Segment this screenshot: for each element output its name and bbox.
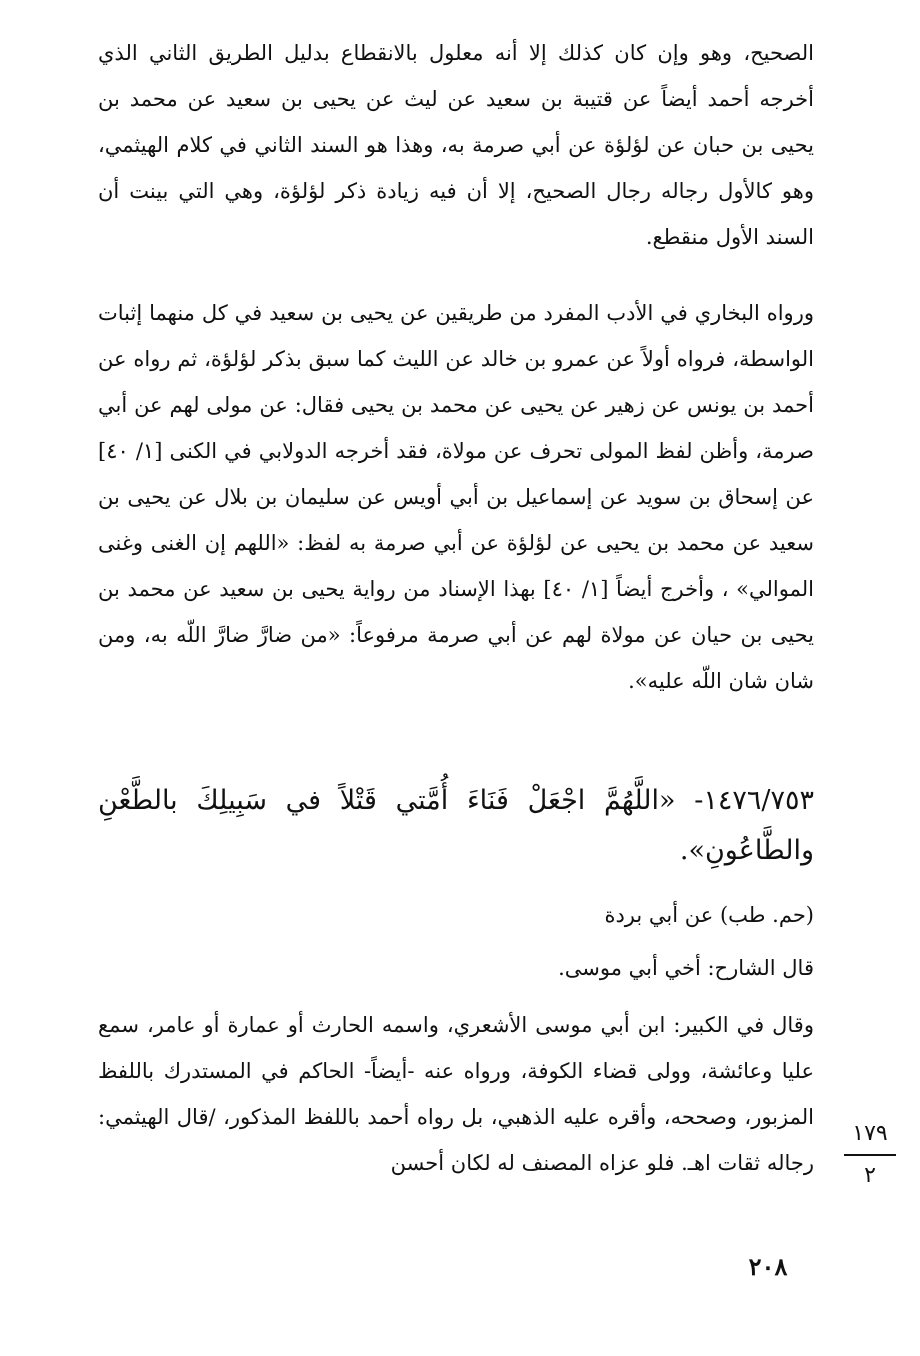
hadith-source: (حم. طب) عن أبي بردة [604,903,814,927]
margin-reference-divider [844,1154,896,1156]
hadith-text: ١٤٧٦/٧٥٣- «اللَّهُمَّ اجْعَلْ فَنَاءَ أُمَّتي قَتْلاً في سَبِيلِكَ بالطَّعْنِ والطَّاعُونِ». [98,785,814,866]
margin-reference-top: ١٧٩ [852,1121,888,1146]
commentary-paragraph-3: وقال في الكبير: ابن أبي موسى الأشعري، واسمه الحارث أو عمارة أو عامر، سمع عليا وعائشة، وولى قضاء الكوفة، ورواه عنه -أيضاً- الحاكم في المستدرك باللفظ المزبور، وصححه، وأقره عليه الذهبي، بل رواه أحمد باللفظ المذكور، /قال الهيثمي: رجاله ثقات اهـ. فلو عزاه المصنف له لكان أحسن [98,1013,814,1175]
sharih-statement: قال الشارح: أخي أبي موسى. [558,956,814,980]
margin-reference-bottom: ٢ [864,1163,876,1188]
page-number: ٢٠٨ [748,1252,788,1281]
commentary-paragraph-1: الصحيح، وهو وإن كان كذلك إلا أنه معلول بالانقطاع بدليل الطريق الثاني الذي أخرجه أحمد أيضاً عن قتيبة بن سعيد عن ليث عن يحيى بن سعيد عن محمد بن يحيى بن حبان عن لؤلؤة عن أبي صرمة به، وهذا هو السند الثاني في كلام الهيثمي، وهو كالأول رجاله رجال الصحيح، إلا أن فيه زيادة ذكر لؤلؤة، وهي التي بينت أن السند الأول منقطع. [98,41,814,249]
commentary-paragraph-2: ورواه البخاري في الأدب المفرد من طريقين عن يحيى بن سعيد في كل منهما إثبات الواسطة، فرواه أولاً عن عمرو بن خالد عن الليث كما سبق بذكر لؤلؤة، ثم رواه عن أحمد بن يونس عن زهير عن يحيى عن محمد بن يحيى فقال: عن مولى لهم عن أبي صرمة، وأظن لفظ المولى تحرف عن مولاة، فقد أخرجه الدولابي في الكنى [١/ ٤٠] عن إسحاق بن سويد عن إسماعيل بن أبي أويس عن سليمان بن بلال عن يحيى بن سعيد عن محمد بن يحيى عن لؤلؤة عن أبي صرمة به لفظ: «اللهم إن الغنى وغنى الموالي» ، وأخرج أيضاً [١/ ٤٠] بهذا الإسناد من رواية يحيى بن سعيد عن محمد بن يحيى بن حيان عن مولاة لهم عن أبي صرمة مرفوعاً: «من ضارَّ ضارَّ اللّه به، ومن شان شان اللّه عليه». [98,301,814,693]
margin-reference [838,1120,902,1190]
